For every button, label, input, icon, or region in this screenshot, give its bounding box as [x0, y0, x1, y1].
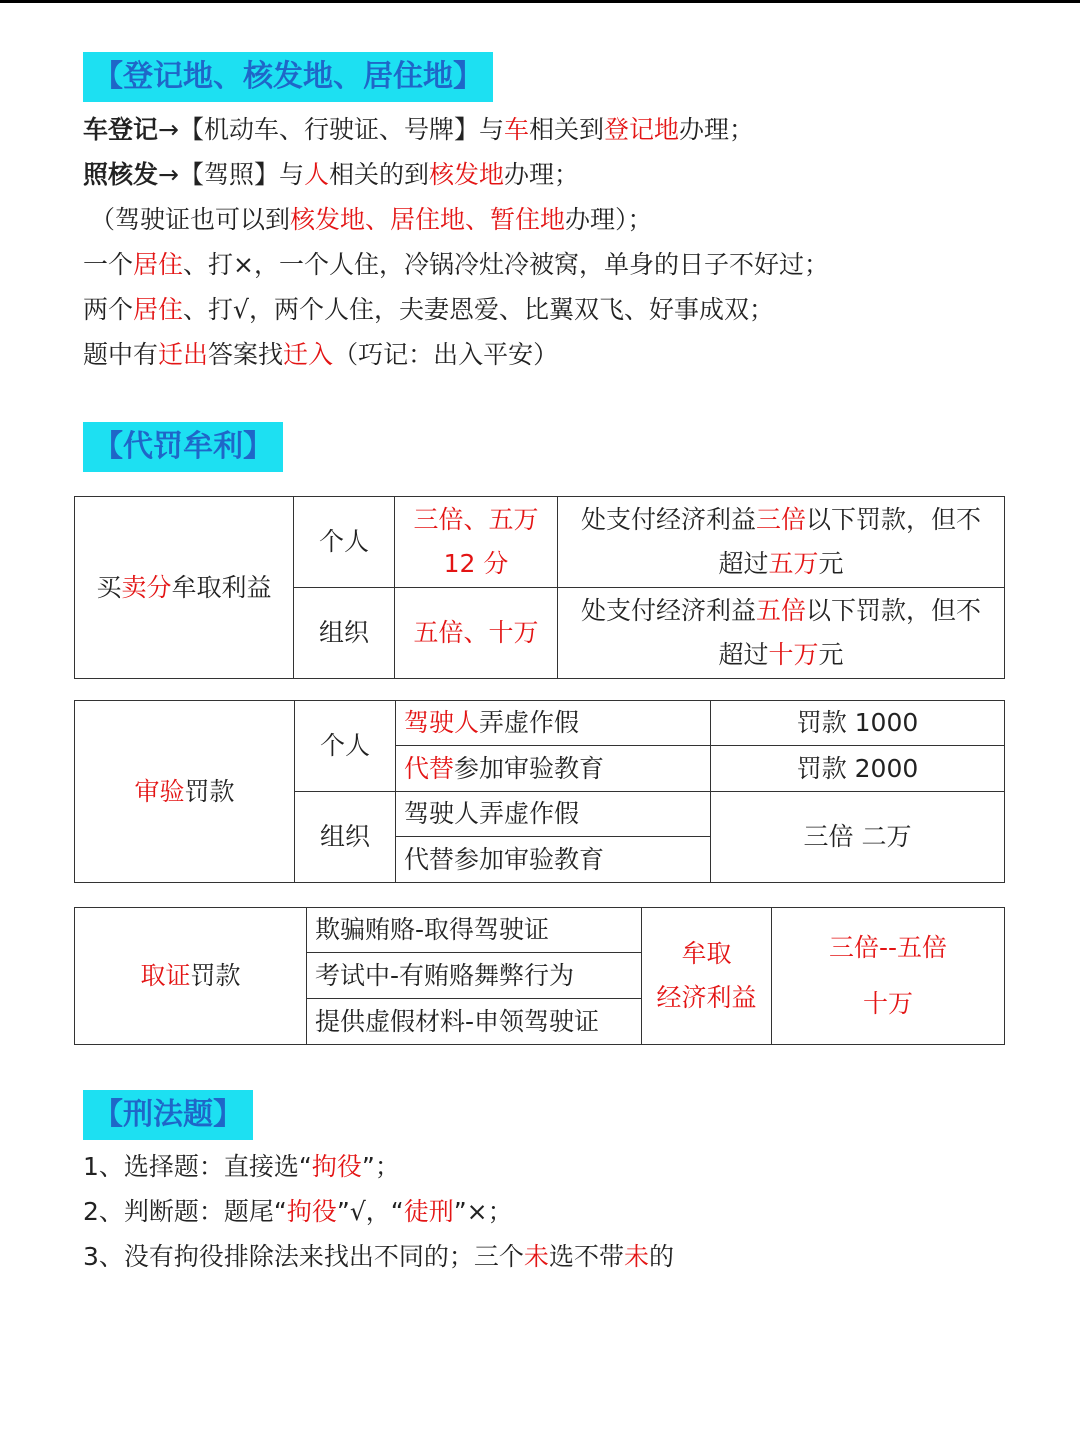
- organization-penalty-description: 处支付经济利益五倍以下罚款，但不 超过十万元: [558, 588, 1005, 679]
- economic-benefit-cell: 牟取 经济利益: [642, 908, 772, 1045]
- fine-amount: 三倍 二万: [711, 792, 1005, 883]
- table-cell: 考试中-有贿赂舞弊行为: [307, 953, 642, 999]
- table-cell: 欺骗贿赂-取得驾驶证: [307, 908, 642, 953]
- organization-label: 组织: [295, 792, 396, 883]
- fine-amount: 罚款 2000: [711, 746, 1005, 792]
- section-title-penalty-profit: 【代罚牟利】: [83, 422, 283, 472]
- rule-vehicle-registration: 车登记→【机动车、行驶证、号牌】与车相关到登记地办理；: [83, 115, 755, 144]
- top-border: [0, 0, 1080, 3]
- mnemonic-one-residence: 一个居住、打×，一个人住，冷锅冷灶冷被窝，单身的日子不好过；: [83, 250, 829, 279]
- table-cell: 代替参加审验教育: [396, 837, 711, 883]
- license-fraud-label: 取证罚款: [75, 908, 307, 1045]
- rule-license-note: （驾驶证也可以到核发地、居住地、暂住地办理）；: [90, 205, 653, 234]
- points-trading-table: [74, 496, 1005, 679]
- table-cell: 驾驶人弄虚作假: [396, 792, 711, 837]
- individual-label: 个人: [294, 497, 395, 588]
- individual-label: 个人: [295, 701, 396, 792]
- fine-range-cell: 三倍--五倍 十万: [772, 908, 1005, 1045]
- table-cell: 提供虚假材料-申领驾驶证: [307, 999, 642, 1045]
- table-cell: 代替参加审验教育: [396, 746, 711, 792]
- organization-label: 组织: [294, 588, 395, 679]
- fine-amount: 罚款 1000: [711, 701, 1005, 746]
- tip-elimination: 3、没有拘役排除法来找出不同的；三个未选不带未的: [83, 1242, 674, 1271]
- inspection-fine-table: [74, 700, 1005, 883]
- individual-penalty-description: 处支付经济利益三倍以下罚款，但不 超过五万元: [558, 497, 1005, 588]
- rule-license-issuance: 照核发→【驾照】与人相关的到核发地办理；: [83, 160, 580, 189]
- tip-multiple-choice: 1、选择题：直接选“拘役”；: [83, 1152, 400, 1181]
- table-cell: 驾驶人弄虚作假: [396, 701, 711, 746]
- mnemonic-move-in-out: 题中有迁出答案找迁入（巧记：出入平安）: [83, 340, 559, 369]
- inspection-fine-label: 审验罚款: [75, 701, 295, 883]
- individual-penalty-amount: 三倍、五万 12 分: [395, 497, 558, 588]
- section-title-registration: 【登记地、核发地、居住地】: [83, 52, 493, 102]
- mnemonic-two-residences: 两个居住、打√，两个人住，夫妻恩爱、比翼双飞、好事成双；: [83, 295, 774, 324]
- points-trading-label: 买卖分牟取利益: [75, 497, 294, 679]
- section-title-criminal-law: 【刑法题】: [83, 1090, 253, 1140]
- organization-penalty-amount: 五倍、十万: [395, 588, 558, 679]
- license-fraud-fine-table: [74, 907, 1005, 1045]
- tip-true-false: 2、判断题：题尾“拘役”√，“徒刑”×；: [83, 1197, 513, 1226]
